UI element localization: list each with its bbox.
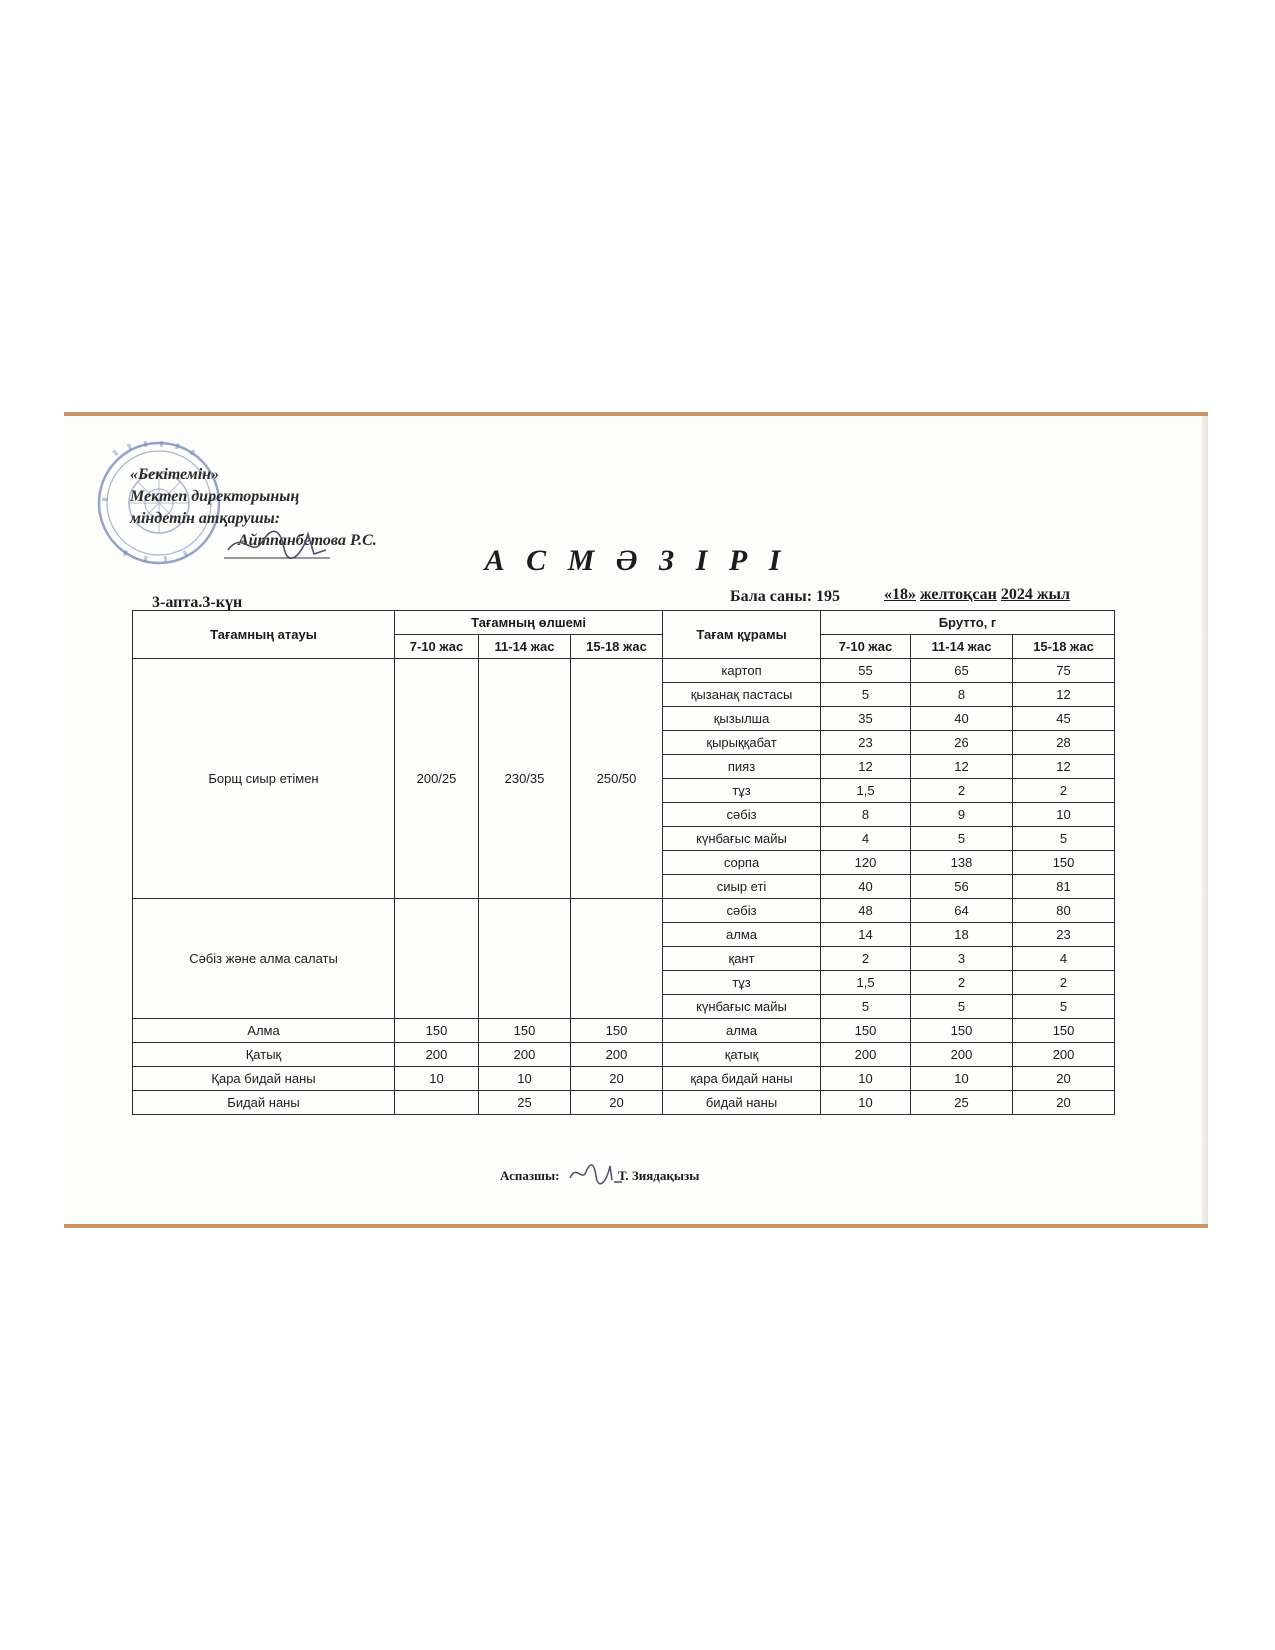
brutto-cell: 48 — [821, 899, 911, 923]
portion-cell: 25 — [479, 1091, 571, 1115]
ingredient-cell: қара бидай наны — [663, 1067, 821, 1091]
brutto-cell: 10 — [911, 1067, 1013, 1091]
brutto-cell: 5 — [1013, 827, 1115, 851]
ingredient-cell: сиыр еті — [663, 875, 821, 899]
brutto-cell: 8 — [821, 803, 911, 827]
brutto-cell: 23 — [1013, 923, 1115, 947]
approval-line-3: міндетін атқарушы: — [130, 510, 281, 527]
brutto-cell: 28 — [1013, 731, 1115, 755]
brutto-cell: 150 — [821, 1019, 911, 1043]
brutto-cell: 150 — [1013, 851, 1115, 875]
portion-cell: 250/50 — [571, 659, 663, 899]
header-composition: Тағам құрамы — [663, 611, 821, 659]
portion-cell: 150 — [395, 1019, 479, 1043]
ingredient-cell: қырыққабат — [663, 731, 821, 755]
brutto-cell: 4 — [821, 827, 911, 851]
brutto-cell: 40 — [911, 707, 1013, 731]
brutto-cell: 2 — [821, 947, 911, 971]
portion-cell — [395, 1091, 479, 1115]
ingredient-cell: қатық — [663, 1043, 821, 1067]
table-row — [133, 1019, 1115, 1043]
brutto-cell: 5 — [911, 995, 1013, 1019]
brutto-cell: 2 — [1013, 779, 1115, 803]
brutto-cell: 8 — [911, 683, 1013, 707]
brutto-cell: 55 — [821, 659, 911, 683]
date-day: «18» — [884, 586, 916, 603]
brutto-cell: 3 — [911, 947, 1013, 971]
portion-cell: 20 — [571, 1067, 663, 1091]
date-year: 2024 жыл — [1000, 586, 1070, 603]
brutto-cell: 65 — [911, 659, 1013, 683]
portion-cell: 10 — [479, 1067, 571, 1091]
ingredient-cell: күнбағыс майы — [663, 995, 821, 1019]
brutto-cell: 4 — [1013, 947, 1115, 971]
brutto-cell: 10 — [821, 1067, 911, 1091]
brutto-cell: 200 — [821, 1043, 911, 1067]
menu-table — [132, 610, 1115, 1115]
portion-cell: 150 — [571, 1019, 663, 1043]
header-portion: Тағамның өлшемі — [395, 611, 663, 635]
ingredient-cell: тұз — [663, 779, 821, 803]
ingredient-cell: бидай наны — [663, 1091, 821, 1115]
dish-name-cell: Бидай наны — [133, 1091, 395, 1115]
menu-date — [884, 586, 1070, 604]
header-brutto-age3: 15-18 жас — [1013, 635, 1115, 659]
table-row — [133, 1043, 1115, 1067]
brutto-cell: 75 — [1013, 659, 1115, 683]
brutto-cell: 12 — [911, 755, 1013, 779]
menu-sheet — [64, 412, 1208, 1228]
portion-cell: 200 — [571, 1043, 663, 1067]
ingredient-cell: сәбіз — [663, 899, 821, 923]
brutto-cell: 150 — [911, 1019, 1013, 1043]
brutto-cell: 56 — [911, 875, 1013, 899]
ingredient-cell: алма — [663, 923, 821, 947]
header-brutto-age2: 11-14 жас — [911, 635, 1013, 659]
page-title: А С М Ә З І Р І — [484, 544, 788, 577]
brutto-cell: 2 — [911, 971, 1013, 995]
header-portion-age1: 7-10 жас — [395, 635, 479, 659]
portion-cell: 150 — [479, 1019, 571, 1043]
week-day-label: 3-апта.3-күн — [152, 594, 243, 611]
paper-edge — [1202, 416, 1208, 1224]
table-row — [133, 899, 1115, 923]
table-row — [133, 1067, 1115, 1091]
portion-cell: 200 — [479, 1043, 571, 1067]
brutto-cell: 10 — [821, 1091, 911, 1115]
approval-line-1: «Бекітемін» — [130, 466, 220, 483]
brutto-cell: 80 — [1013, 899, 1115, 923]
menu-table-body — [133, 659, 1115, 1115]
brutto-cell: 150 — [1013, 1019, 1115, 1043]
header-portion-age2: 11-14 жас — [479, 635, 571, 659]
portion-cell: 230/35 — [479, 659, 571, 899]
brutto-cell: 12 — [1013, 683, 1115, 707]
ingredient-cell: пияз — [663, 755, 821, 779]
brutto-cell: 1,5 — [821, 779, 911, 803]
brutto-cell: 64 — [911, 899, 1013, 923]
brutto-cell: 20 — [1013, 1091, 1115, 1115]
brutto-cell: 200 — [911, 1043, 1013, 1067]
approval-signer: Айтпанбетова Р.С. — [238, 532, 377, 549]
cook-name: Т. Зиядақызы — [618, 1168, 700, 1183]
table-row — [133, 1091, 1115, 1115]
brutto-cell: 5 — [1013, 995, 1115, 1019]
brutto-cell: 20 — [1013, 1067, 1115, 1091]
ingredient-cell: қызылша — [663, 707, 821, 731]
brutto-cell: 45 — [1013, 707, 1115, 731]
header-brutto: Брутто, г — [821, 611, 1115, 635]
ingredient-cell: картоп — [663, 659, 821, 683]
brutto-cell: 81 — [1013, 875, 1115, 899]
brutto-cell: 200 — [1013, 1043, 1115, 1067]
brutto-cell: 5 — [821, 995, 911, 1019]
brutto-cell: 120 — [821, 851, 911, 875]
brutto-cell: 26 — [911, 731, 1013, 755]
brutto-cell: 25 — [911, 1091, 1013, 1115]
ingredient-cell: сорпа — [663, 851, 821, 875]
brutto-cell: 12 — [1013, 755, 1115, 779]
header-portion-age3: 15-18 жас — [571, 635, 663, 659]
children-count: Бала саны: 195 — [730, 588, 841, 605]
portion-cell — [395, 899, 479, 1019]
brutto-cell: 40 — [821, 875, 911, 899]
dish-name-cell: Қатық — [133, 1043, 395, 1067]
portion-cell — [571, 899, 663, 1019]
ingredient-cell: қант — [663, 947, 821, 971]
ingredient-cell: күнбағыс майы — [663, 827, 821, 851]
brutto-cell: 12 — [821, 755, 911, 779]
dish-name-cell: Қара бидай наны — [133, 1067, 395, 1091]
ingredient-cell: алма — [663, 1019, 821, 1043]
dish-name-cell: Алма — [133, 1019, 395, 1043]
brutto-cell: 138 — [911, 851, 1013, 875]
date-month: желтоқсан — [920, 586, 997, 603]
portion-cell: 200/25 — [395, 659, 479, 899]
brutto-cell: 2 — [911, 779, 1013, 803]
brutto-cell: 18 — [911, 923, 1013, 947]
cook-signature — [566, 1158, 626, 1188]
brutto-cell: 35 — [821, 707, 911, 731]
brutto-cell: 9 — [911, 803, 1013, 827]
brutto-cell: 14 — [821, 923, 911, 947]
table-header-row — [133, 611, 1115, 635]
brutto-cell: 10 — [1013, 803, 1115, 827]
header-brutto-age1: 7-10 жас — [821, 635, 911, 659]
brutto-cell: 5 — [821, 683, 911, 707]
portion-cell — [479, 899, 571, 1019]
ingredient-cell: сәбіз — [663, 803, 821, 827]
table-row — [133, 659, 1115, 683]
cook-label: Аспазшы: — [500, 1168, 560, 1183]
brutto-cell: 2 — [1013, 971, 1115, 995]
portion-cell: 200 — [395, 1043, 479, 1067]
portion-cell: 10 — [395, 1067, 479, 1091]
dish-name-cell: Сәбіз және алма салаты — [133, 899, 395, 1019]
dish-name-cell: Борщ сиыр етімен — [133, 659, 395, 899]
ingredient-cell: қызанақ пастасы — [663, 683, 821, 707]
ingredient-cell: тұз — [663, 971, 821, 995]
approval-line-2: Мектеп директорының — [130, 488, 300, 505]
brutto-cell: 5 — [911, 827, 1013, 851]
brutto-cell: 1,5 — [821, 971, 911, 995]
portion-cell: 20 — [571, 1091, 663, 1115]
header-dish-name: Тағамның атауы — [133, 611, 395, 659]
brutto-cell: 23 — [821, 731, 911, 755]
